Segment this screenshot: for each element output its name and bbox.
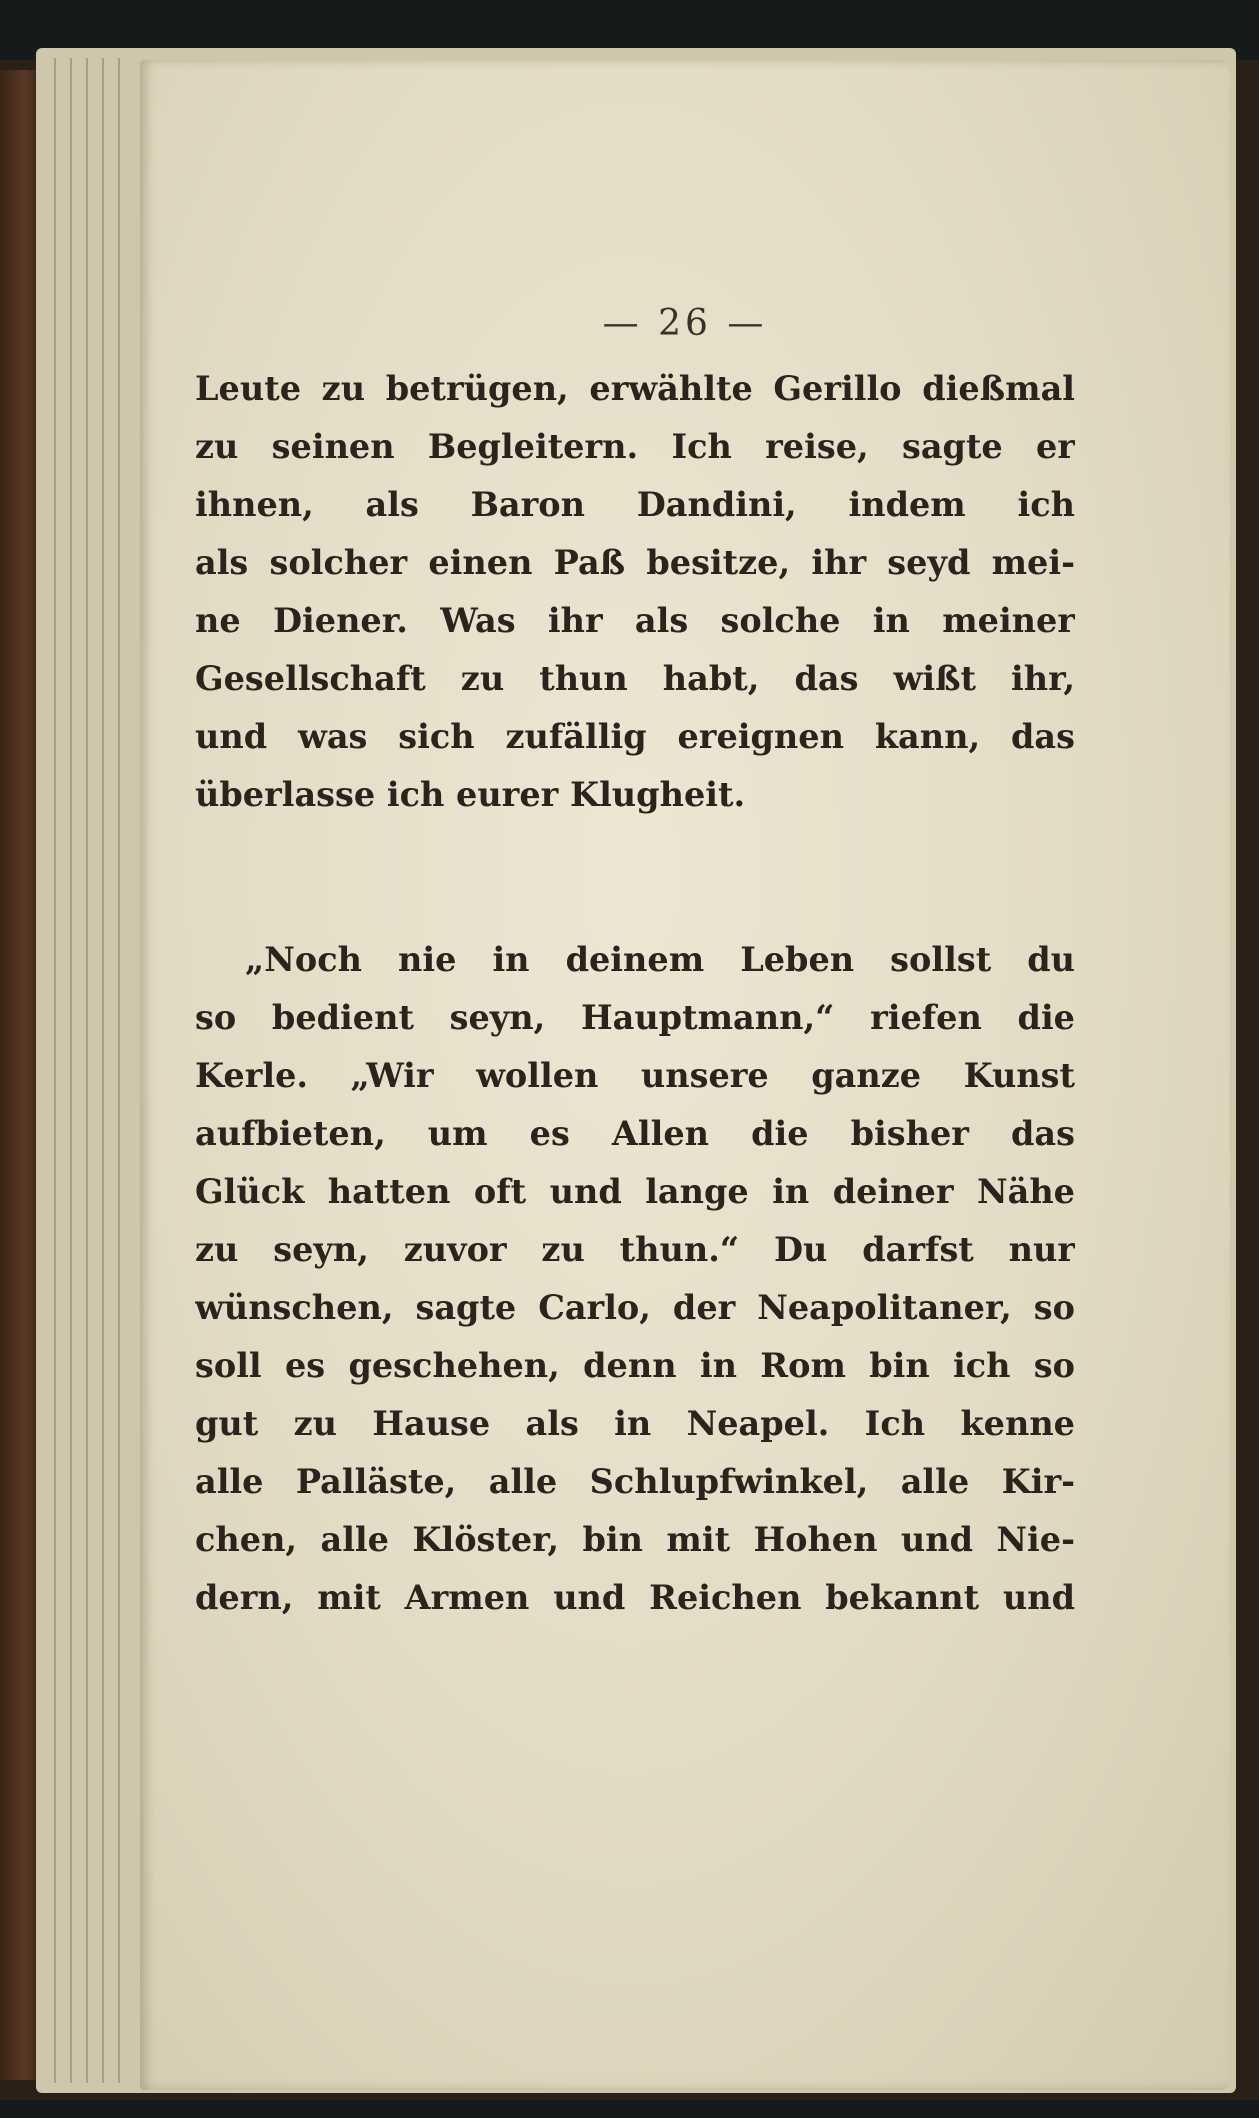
text-line: chen, alle Klöster, bin mit Hohen und Nie- — [195, 1520, 1075, 1559]
page-edge-line — [70, 58, 72, 2083]
text-line: gut zu Hause als in Neapel. Ich kenne — [195, 1404, 1075, 1443]
text-line: zu seyn, zuvor zu thun.“ Du darfst nur — [195, 1230, 1075, 1269]
text-line: ihnen, als Baron Dandini, indem ich — [195, 485, 1075, 524]
page-edge-line — [102, 58, 104, 2083]
paragraph-gap — [195, 824, 1075, 931]
text-line: wünschen, sagte Carlo, der Neapolitaner, so — [195, 1288, 1075, 1327]
page-edge-line — [86, 58, 88, 2083]
text-line: dern, mit Armen und Reichen bekannt und — [195, 1578, 1075, 1617]
text-line: Gesellschaft zu thun habt, das wißt ihr, — [195, 659, 1075, 698]
paragraph-1 — [195, 360, 1075, 824]
text-line: als solcher einen Paß besitze, ihr seyd mei- — [195, 543, 1075, 582]
text-line: Kerle. „Wir wollen unsere ganze Kunst — [195, 1056, 1075, 1095]
page-edge-line — [54, 58, 56, 2083]
text-line: alle Palläste, alle Schlupfwinkel, alle Kir- — [195, 1462, 1075, 1501]
text-line: und was sich zufällig ereignen kann, das — [195, 717, 1075, 756]
page-number: — 26 — — [602, 303, 768, 344]
text-line: Leute zu betrügen, erwählte Gerillo dießmal — [195, 369, 1075, 408]
paragraph-2 — [195, 931, 1075, 1627]
text-line: ne Diener. Was ihr als solche in meiner — [195, 601, 1075, 640]
page-edge-line — [118, 58, 120, 2083]
text-line: zu seinen Begleitern. Ich reise, sagte er — [195, 427, 1075, 466]
text-line: überlasse ich eurer Klugheit. — [195, 775, 746, 814]
text-line: so bedient seyn, Hauptmann,“ riefen die — [195, 998, 1075, 1037]
text-line: Glück hatten oft und lange in deiner Nähe — [195, 1172, 1075, 1211]
text-line: „Noch nie in deinem Leben sollst du — [245, 940, 1075, 979]
text-line: soll es geschehen, denn in Rom bin ich so — [195, 1346, 1075, 1385]
page-text — [195, 360, 1075, 1627]
text-line: aufbieten, um es Allen die bisher das — [195, 1114, 1075, 1153]
